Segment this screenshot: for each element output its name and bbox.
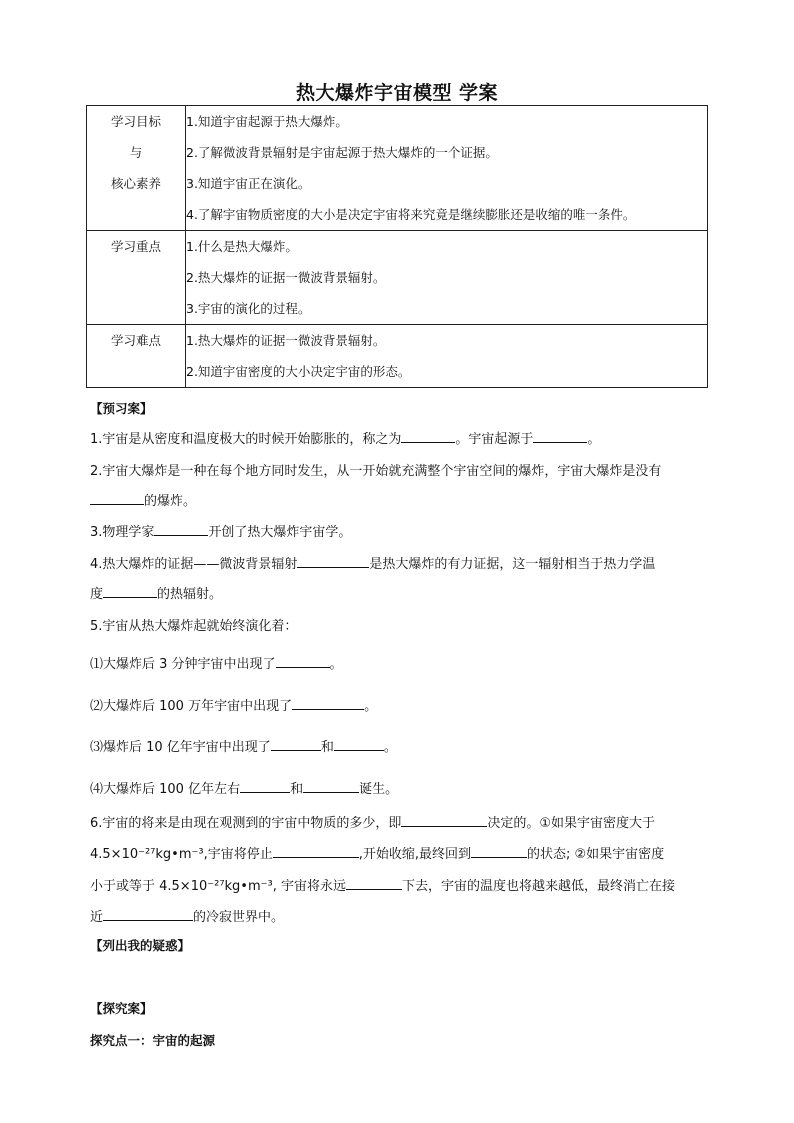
label-line: 学习重点 [110, 239, 161, 254]
answer-blank[interactable] [297, 555, 369, 568]
doubts-heading: 【列出我的疑惑】 [90, 938, 191, 953]
label-line: 与 [129, 145, 143, 160]
question-5-sub-4: ⑷大爆炸后 100 亿年左右 和 诞生。 [90, 782, 399, 797]
answer-blank[interactable] [401, 814, 487, 827]
row-content [186, 231, 708, 325]
objectives-table [86, 105, 708, 388]
answer-blank[interactable] [103, 585, 157, 598]
page-title: 热大爆炸宇宙模型 学案 [295, 82, 499, 104]
list-item: 3.宇宙的演化的过程。 [186, 301, 311, 316]
question-6: 6.宇宙的将来是由现在观测到的宇宙中物质的多少，即 决定的。①如果宇宙密度大于 [90, 816, 656, 831]
answer-blank[interactable] [471, 845, 527, 858]
explore-heading: 【探究案】 [90, 1001, 153, 1016]
row-content [186, 325, 708, 388]
table-row [87, 325, 708, 388]
table-row [87, 106, 708, 231]
list-item: 4.了解宇宙物质密度的大小是决定宇宙将来究竟是继续膨胀还是收缩的唯一条件。 [186, 207, 636, 222]
explore-point-1: 探究点一：宇宙的起源 [90, 1033, 216, 1048]
question-2-cont: 的爆炸。 [90, 490, 196, 509]
answer-blank[interactable] [273, 845, 359, 858]
question-5-sub-3: ⑶爆炸后 10 亿年宇宙中出现了 和 。 [90, 740, 397, 755]
question-6-line-3: 小于或等于 4.5×10⁻²⁷kg•m⁻³, 宇宙将永远 下去，宇宙的温度也将越来越低，最终消亡在接 [90, 879, 675, 894]
answer-blank[interactable] [90, 492, 144, 505]
list-item: 2.知道宇宙密度的大小决定宇宙的形态。 [186, 364, 411, 379]
label-line: 学习难点 [110, 333, 161, 348]
answer-blank[interactable] [276, 655, 330, 668]
question-6-line-2: 4.5×10⁻²⁷kg•m⁻³,宇宙将停止 ,开始收缩,最终回到 的状态; ②如果宇宙密度 [90, 847, 665, 862]
answer-blank[interactable] [401, 430, 455, 443]
question-4: 4.热大爆炸的证据——微波背景辐射 是热大爆炸的有力证据，这一辐射相当于热力学温 [90, 557, 656, 572]
answer-blank[interactable] [292, 697, 364, 710]
preview-heading: 【预习案】 [90, 401, 153, 416]
row-label [87, 106, 186, 231]
question-5: 5.宇宙从热大爆炸起就始终演化着： [90, 619, 298, 634]
row-content [186, 106, 708, 231]
list-item: 2.了解微波背景辐射是宇宙起源于热大爆炸的一个证据。 [186, 145, 498, 160]
list-item: 1.热大爆炸的证据一微波背景辐射。 [186, 333, 386, 348]
answer-blank[interactable] [271, 738, 321, 751]
list-item: 1.知道宇宙起源于热大爆炸。 [186, 114, 348, 129]
label-line: 核心素养 [110, 176, 161, 191]
answer-blank[interactable] [533, 430, 587, 443]
row-label [87, 231, 186, 325]
answer-blank[interactable] [240, 780, 290, 793]
question-1: 1.宇宙是从密度和温度极大的时候开始膨胀的，称之为 。宇宙起源于 。 [90, 432, 601, 447]
answer-blank[interactable] [103, 908, 193, 921]
answer-blank[interactable] [303, 780, 359, 793]
question-5-sub-2: ⑵大爆炸后 100 万年宇宙中出现了 。 [90, 699, 378, 714]
answer-blank[interactable] [346, 877, 402, 890]
question-2: 2.宇宙大爆炸是一种在每个地方同时发生，从一开始就充满整个宇宙空间的爆炸，宇宙大爆炸是没有 [90, 464, 662, 479]
answer-blank[interactable] [334, 738, 384, 751]
answer-blank[interactable] [154, 523, 208, 536]
list-item: 2.热大爆炸的证据一微波背景辐射。 [186, 270, 386, 285]
question-4-cont: 度 的热辐射。 [90, 587, 223, 602]
label-line: 学习目标 [110, 114, 161, 129]
list-item: 3.知道宇宙正在演化。 [186, 176, 311, 191]
row-label [87, 325, 186, 388]
question-5-sub-1: ⑴大爆炸后 3 分钟宇宙中出现了 。 [90, 657, 343, 672]
question-6-line-4: 近 的冷寂世界中。 [90, 910, 285, 925]
question-3: 3.物理学家 开创了热大爆炸宇宙学。 [90, 525, 352, 540]
list-item: 1.什么是热大爆炸。 [186, 239, 298, 254]
table-row [87, 231, 708, 325]
